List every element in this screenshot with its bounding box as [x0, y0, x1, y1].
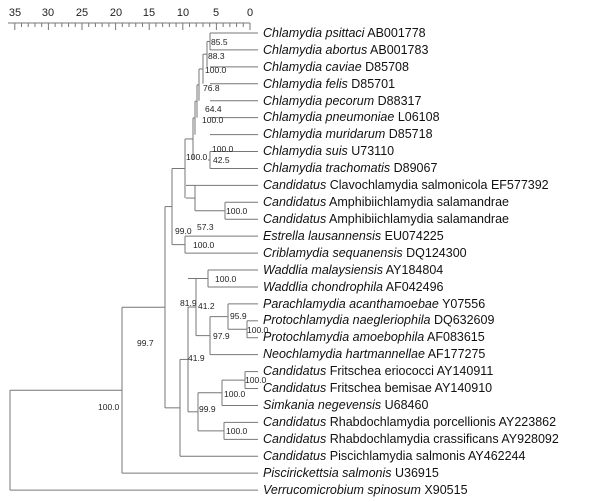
taxon-label-18: Protochlamydia naegleriophila DQ632609 — [263, 313, 495, 327]
support-value: 100.0 — [247, 325, 269, 335]
taxon-labels — [263, 26, 559, 497]
support-value: 97.9 — [213, 331, 230, 341]
support-value: 41.2 — [198, 301, 215, 311]
support-value: 100.0 — [226, 426, 248, 436]
taxon-label-11: Candidatus Amphibiichlamydia salamandrae — [263, 195, 509, 209]
taxon-label-25: Candidatus Rhabdochlamydia crassificans AY928092 — [263, 432, 559, 446]
scale-label-10: 10 — [176, 7, 190, 19]
support-value: 76.8 — [203, 83, 220, 93]
taxon-label-12: Candidatus Amphibiichlamydia salamandrae — [263, 212, 509, 226]
taxon-label-24: Candidatus Rhabdochlamydia porcellionis AY223862 — [263, 415, 557, 429]
taxon-label-23: Simkania negevensis U68460 — [263, 398, 429, 412]
taxon-label-16: Waddlia chondrophila AF042496 — [263, 280, 444, 294]
support-value: 99.7 — [137, 338, 154, 348]
support-value: 99.0 — [175, 226, 192, 236]
taxon-label-21: Candidatus Fritschea eriococci AY140911 — [263, 364, 494, 378]
support-value: 100.0 — [205, 65, 227, 75]
scale-label-35: 35 — [8, 7, 22, 19]
support-value: 100.0 — [224, 389, 246, 399]
taxon-label-5: Chlamydia pecorum D88317 — [263, 94, 422, 108]
taxon-label-26: Candidatus Piscichlamydia salmonis AY462244 — [263, 449, 526, 463]
support-value: 81.9 — [180, 298, 197, 308]
support-value: 100.0 — [212, 144, 234, 154]
support-value: 100.0 — [202, 115, 224, 125]
scale-label-0: 0 — [246, 7, 254, 19]
support-value: 57.3 — [197, 222, 214, 232]
taxon-label-17: Parachlamydia acanthamoebae Y07556 — [263, 297, 486, 311]
support-value: 100.0 — [245, 375, 267, 385]
taxon-label-20: Neochlamydia hartmannellae AF177275 — [263, 347, 486, 361]
taxon-label-8: Chlamydia suis U73110 — [263, 144, 395, 158]
support-value: 41.9 — [188, 353, 205, 363]
taxon-label-28: Verrucomicrobium spinosum X90515 — [263, 483, 468, 497]
taxon-label-3: Chlamydia caviae D85708 — [263, 60, 409, 74]
support-value: 100.0 — [215, 274, 237, 284]
scale-label-15: 15 — [142, 7, 156, 19]
distance-scale — [8, 7, 253, 30]
scale-label-5: 5 — [212, 7, 220, 19]
taxon-label-2: Chlamydia abortus AB001783 — [263, 43, 429, 57]
taxon-label-22: Candidatus Fritschea bemisae AY140910 — [263, 381, 493, 395]
support-value: 100.0 — [226, 206, 248, 216]
support-value: 64.4 — [205, 104, 222, 114]
support-value: 95.9 — [230, 311, 247, 321]
taxon-label-10: Candidatus Clavochlamydia salmonicola EF577392 — [263, 178, 549, 192]
taxon-label-6: Chlamydia pneumoniae L06108 — [263, 110, 440, 124]
taxon-label-7: Chlamydia muridarum D85718 — [263, 127, 433, 141]
support-value: 100.0 — [186, 152, 208, 162]
taxon-label-19: Protochlamydia amoebophila AF083615 — [263, 330, 485, 344]
tree-branches — [10, 33, 258, 490]
taxon-label-4: Chlamydia felis D85701 — [263, 77, 396, 91]
scale-label-30: 30 — [41, 7, 55, 19]
scale-label-20: 20 — [109, 7, 123, 19]
support-value: 100.0 — [98, 402, 120, 412]
scale-label-25: 25 — [75, 7, 89, 19]
support-value: 99.9 — [199, 404, 216, 414]
taxon-label-15: Waddlia malaysiensis AY184804 — [263, 263, 444, 277]
taxon-label-1: Chlamydia psittaci AB001778 — [263, 26, 426, 40]
support-value: 42.5 — [213, 155, 230, 165]
support-value: 85.5 — [211, 37, 228, 47]
scale-ticks — [15, 23, 250, 30]
taxon-label-9: Chlamydia trachomatis D89067 — [263, 161, 438, 175]
taxon-label-27: Piscirickettsia salmonis U36915 — [263, 466, 439, 480]
support-value: 100.0 — [193, 240, 215, 250]
taxon-label-14: Criblamydia sequanensis DQ124300 — [263, 246, 467, 260]
support-value: 88.3 — [208, 51, 225, 61]
taxon-label-13: Estrella lausannensis EU074225 — [263, 229, 444, 243]
